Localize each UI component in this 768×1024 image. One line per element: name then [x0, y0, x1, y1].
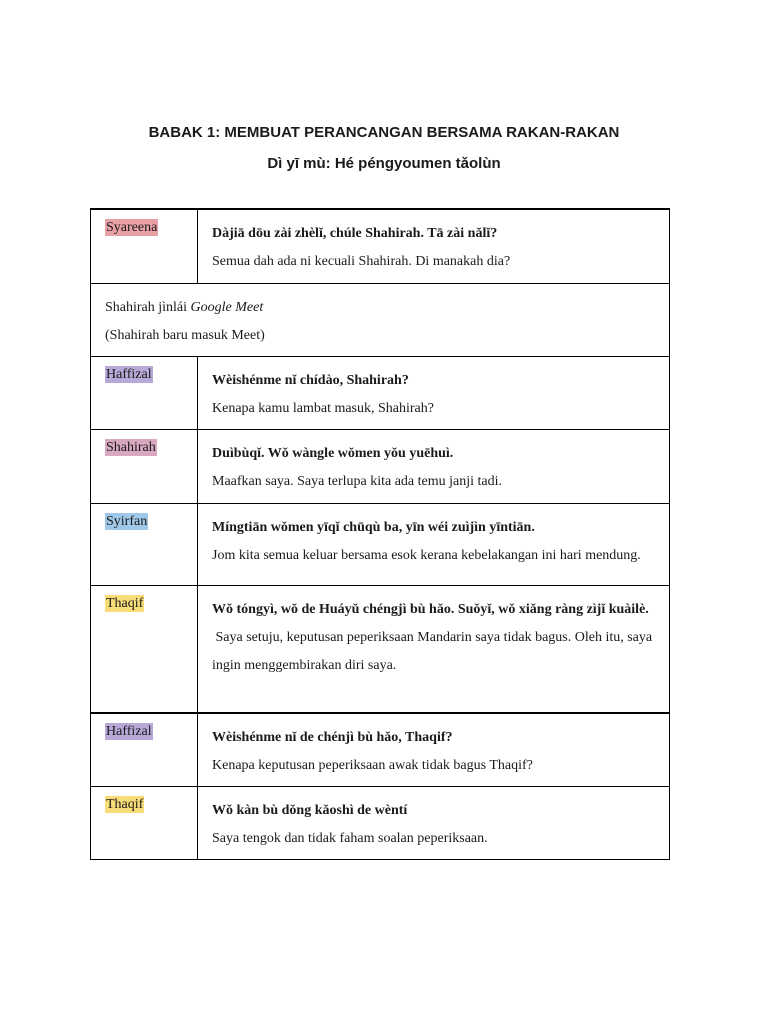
dialogue-cell [198, 585, 670, 713]
speaker-cell [91, 713, 198, 786]
mandarin-line: Duìbùqǐ. Wǒ wàngle wǒmen yǒu yuēhuì. [212, 445, 454, 461]
malay-line: Kenapa keputusan peperiksaan awak tidak bagus Thaqif? [212, 758, 533, 773]
table-row [91, 585, 670, 713]
table-row [91, 356, 670, 429]
table-row [91, 713, 670, 786]
speaker-cell [91, 786, 198, 859]
mandarin-line: Wèishénme nǐ de chénjì bù hǎo, Thaqif? [212, 730, 453, 745]
dialogue-cell [198, 209, 670, 283]
speaker-name-thaqif: Thaqif [106, 796, 144, 812]
dialogue-cell [198, 503, 670, 585]
dialogue-cell [198, 356, 670, 429]
speaker-cell [91, 429, 198, 503]
dialogue-cell [198, 713, 670, 786]
table-row [91, 283, 670, 356]
table-row [91, 429, 670, 503]
page-subtitle: Dì yī mù: Hé péngyoumen tǎolùn [267, 155, 501, 172]
speaker-name-syirfan: Syirfan [106, 513, 148, 529]
table-row [91, 503, 670, 585]
speaker-name-syareena: Syareena [106, 220, 158, 235]
malay-line: Kenapa kamu lambat masuk, Shahirah? [212, 400, 434, 416]
speaker-cell [91, 585, 198, 713]
malay-line: Saya setuju, keputusan peperiksaan Mandarin saya tidak bagus. Oleh itu, saya ingin menggembirakan diri saya. [212, 629, 656, 673]
speaker-name-haffizal: Haffizal [106, 724, 152, 739]
dialogue-cell [198, 429, 670, 503]
stage-direction-cell [91, 283, 670, 356]
speaker-name-haffizal: Haffizal [106, 366, 152, 382]
speaker-cell [91, 356, 198, 429]
malay-line: Maafkan saya. Saya terlupa kita ada temu janji tadi. [212, 473, 503, 489]
table-row [91, 209, 670, 283]
stage-direction-translation: (Shahirah baru masuk Meet) [105, 327, 265, 343]
malay-line: Jom kita semua keluar bersama esok kerana kebelakangan ini hari mendung. [212, 547, 641, 563]
speaker-name-thaqif: Thaqif [106, 595, 144, 611]
stage-direction: Shahirah jìnlái Google Meet [105, 299, 264, 315]
mandarin-line: Dàjiā dōu zài zhèlǐ, chúle Shahirah. Tā zài nǎlǐ? [212, 226, 498, 241]
malay-line: Saya tengok dan tidak faham soalan peperiksaan. [212, 830, 488, 846]
dialogue-cell [198, 786, 670, 859]
malay-line: Semua dah ada ni kecuali Shahirah. Di manakah dia? [212, 254, 511, 269]
speaker-cell [91, 503, 198, 585]
mandarin-line: Míngtiān wǒmen yīqǐ chūqù ba, yīn wéi zuìjìn yīntiān. [212, 519, 535, 535]
speaker-cell [91, 209, 198, 283]
dialogue-table [90, 208, 670, 860]
page-title: BABAK 1: MEMBUAT PERANCANGAN BERSAMA RAKAN-RAKAN [148, 124, 620, 141]
mandarin-line: Wǒ kàn bù dǒng kǎoshì de wèntí [212, 802, 408, 818]
mandarin-line: Wèishénme nǐ chídào, Shahirah? [212, 372, 409, 388]
table-row [91, 786, 670, 859]
speaker-name-shahirah: Shahirah [106, 439, 156, 455]
mandarin-line: Wǒ tóngyì, wǒ de Huáyǔ chéngjì bù hǎo. Suǒyǐ, wǒ xiǎng ràng zìjǐ kuàilè. [212, 601, 649, 617]
